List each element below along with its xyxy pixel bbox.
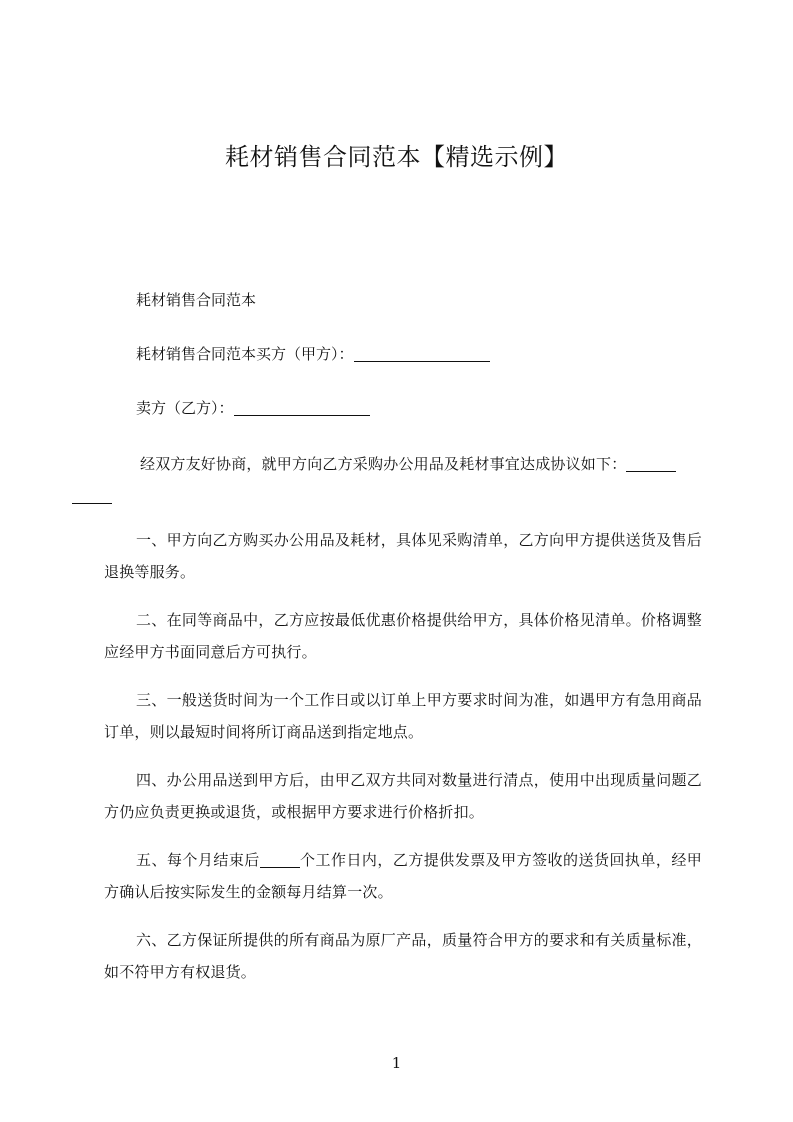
clause-2: 二、在同等商品中，乙方应按最低优惠价格提供给甲方，具体价格见清单。价格调整应经甲方书面同意后方可执行。: [104, 611, 702, 661]
page-number: 1: [391, 1054, 402, 1072]
intro-blank-2: [72, 487, 112, 504]
clause-6: 六、乙方保证所提供的所有商品为原厂产品，质量符合甲方的要求和有关质量标准，如不符甲方有权退货。: [104, 931, 702, 981]
clause-3: 三、一般送货时间为一个工作日或以订单上甲方要求时间为准，如遇甲方有急用商品订单，则以最短时间将所订商品送到指定地点。: [104, 691, 702, 741]
intro-text: 经双方友好协商，就甲方向乙方采购办公用品及耗材事宜达成协议如下：: [140, 455, 627, 473]
clause-5-part2: 个工作日内，乙方提供发票及甲方签收的送货回执单，经甲方确认后按实际发生的金额每月结算一次。: [104, 851, 702, 901]
clause-5-blank: [260, 851, 300, 868]
clause-1: 一、甲方向乙方购买办公用品及耗材，具体见采购清单，乙方向甲方提供送货及售后退换等服务。: [104, 531, 702, 581]
document-title: 耗材销售合同范本【精选示例】: [225, 143, 568, 171]
clause-5: [104, 844, 702, 908]
buyer-line: [136, 342, 736, 366]
intro-paragraph: [104, 448, 702, 512]
seller-blank: [234, 399, 370, 416]
clause-4: 四、办公用品送到甲方后，由甲乙双方共同对数量进行清点，使用中出现质量问题乙方仍应负责更换或退货，或根据甲方要求进行价格折扣。: [104, 771, 702, 821]
buyer-label: 耗材销售合同范本买方（甲方）：: [136, 345, 354, 363]
seller-line: [136, 396, 736, 420]
clause-5-part1: 五、每个月结束后: [136, 851, 260, 869]
buyer-blank: [354, 345, 490, 362]
contract-subtitle: 耗材销售合同范本: [136, 291, 257, 309]
intro-blank-1: [626, 455, 676, 472]
seller-label: 卖方（乙方）：: [136, 399, 234, 417]
